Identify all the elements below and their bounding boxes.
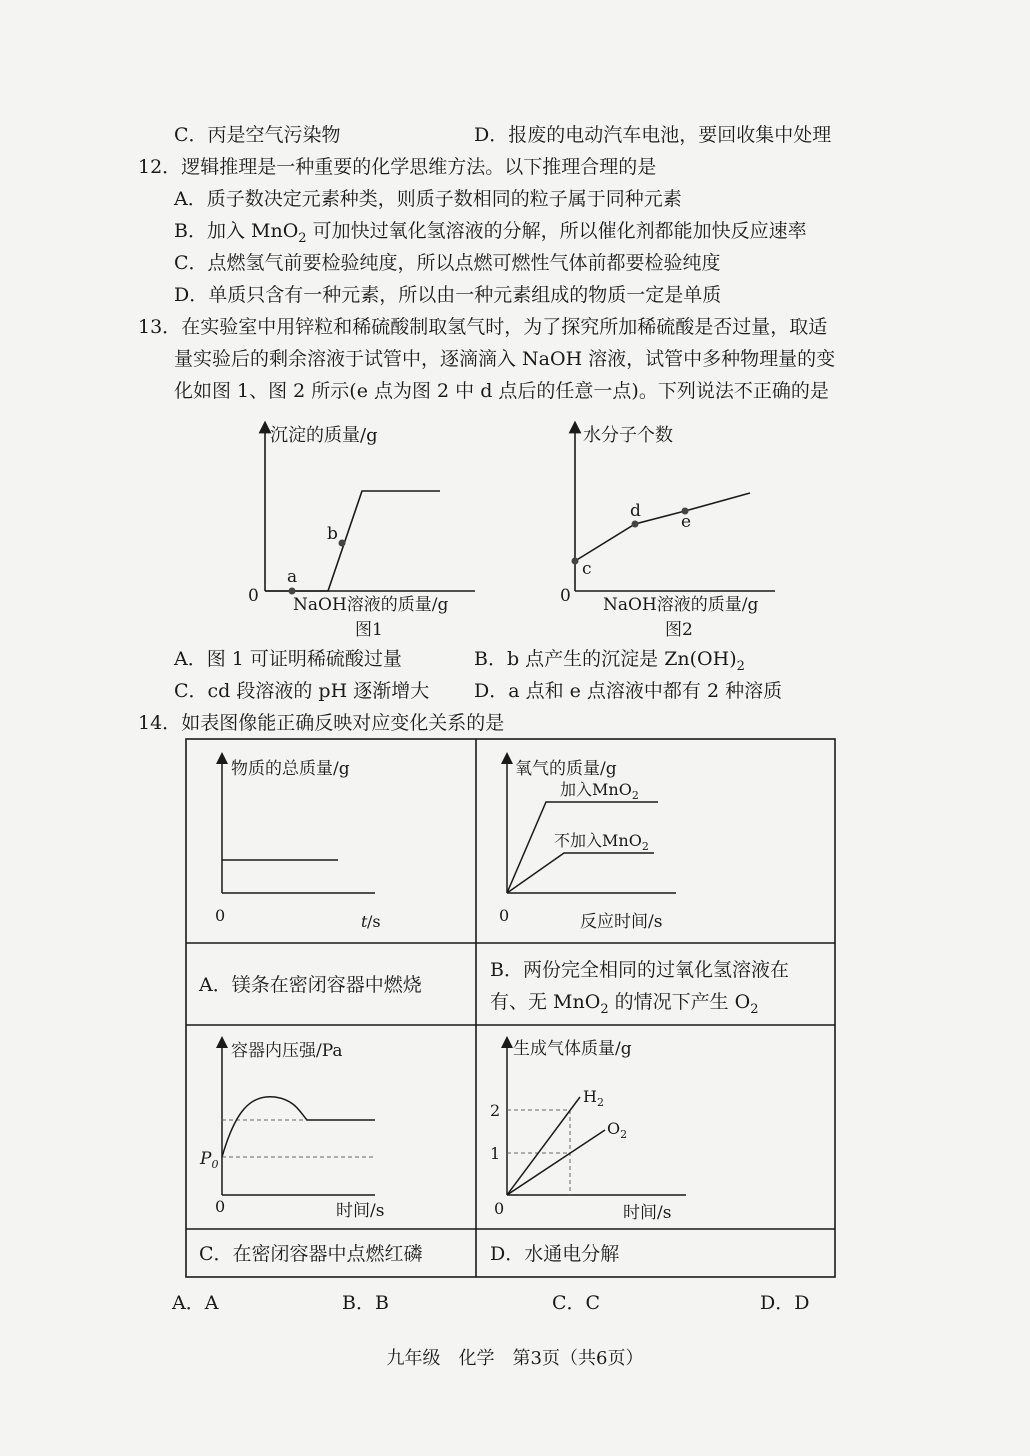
q14-option-b: B．B bbox=[342, 1292, 389, 1314]
q14-option-c: C．C bbox=[552, 1292, 601, 1314]
fig2-caption: 图2 bbox=[665, 620, 693, 640]
q14-caption-b-mid: 的情况下产生 O bbox=[608, 991, 751, 1013]
q12-option-b-sub: 2 bbox=[298, 230, 307, 246]
page-footer: 九年级 化学 第3页（共6页） bbox=[386, 1348, 644, 1369]
q14-graph-c bbox=[195, 1032, 465, 1232]
fig2-ylabel: 水分子个数 bbox=[583, 425, 673, 446]
graphA-origin: 0 bbox=[215, 906, 226, 925]
graphA-xlabel-s: /s bbox=[367, 912, 381, 931]
fig2-curve bbox=[575, 493, 750, 561]
fig2-label-c: c bbox=[582, 559, 592, 579]
q13-option-b-pre: B．b 点产生的沉淀是 Zn(OH) bbox=[474, 648, 737, 670]
fig1-label-b: b bbox=[327, 524, 338, 544]
q14-caption-d: D．水通电分解 bbox=[490, 1243, 620, 1265]
fig2-label-e: e bbox=[681, 512, 692, 532]
graphC-p0-label bbox=[199, 1149, 218, 1171]
q13-figure-2 bbox=[555, 415, 785, 645]
q12-number: 12． bbox=[138, 156, 182, 178]
q14-stem-line bbox=[138, 709, 504, 737]
graphC-curve bbox=[222, 1097, 375, 1157]
graphD-origin: 0 bbox=[494, 1199, 505, 1218]
q12-option-a: A．质子数决定元素种类，则质子数相同的粒子属于同种元素 bbox=[174, 188, 682, 210]
q13-option-b bbox=[474, 645, 745, 681]
graphD-xlabel: 时间/s bbox=[623, 1203, 672, 1223]
fig1-origin: 0 bbox=[248, 586, 259, 606]
q13-figure-1 bbox=[240, 415, 480, 645]
graphD-label-h2-text: H bbox=[583, 1087, 597, 1106]
graphB-label-without bbox=[554, 831, 649, 853]
q14-caption-b-pre: 有、无 MnO bbox=[490, 991, 601, 1013]
fig1-point-b-dot bbox=[339, 540, 346, 547]
q14-number: 14． bbox=[138, 712, 182, 734]
graphB-label-with-sub: 2 bbox=[631, 789, 639, 802]
q14-graph-a bbox=[195, 750, 465, 935]
q14-caption-c: C．在密闭容器中点燃红磷 bbox=[199, 1243, 423, 1265]
graphD-label-o2-text: O bbox=[607, 1119, 621, 1138]
q13-stem2: 量实验后的剩余溶液于试管中，逐滴滴入 NaOH 溶液，试管中多种物理量的变 bbox=[174, 348, 836, 370]
q12-option-c: C．点燃氢气前要检验纯度，所以点燃可燃性气体前都要检验纯度 bbox=[174, 252, 721, 274]
fig1-label-a: a bbox=[287, 567, 298, 587]
graphB-label-without-sub: 2 bbox=[641, 840, 649, 853]
fig2-point-c-dot bbox=[572, 558, 579, 565]
q14-caption-a: A．镁条在密闭容器中燃烧 bbox=[199, 974, 422, 996]
fig1-ylabel: 沉淀的质量/g bbox=[270, 425, 378, 446]
graphD-line-h2 bbox=[507, 1097, 580, 1195]
graphB-origin: 0 bbox=[499, 906, 510, 925]
graphD-tick-1: 1 bbox=[490, 1144, 501, 1163]
q13-option-a: A．图 1 可证明稀硫酸过量 bbox=[174, 648, 402, 670]
graphB-line-without-mno2 bbox=[507, 853, 654, 893]
q14-option-d: D．D bbox=[760, 1292, 810, 1314]
graphD-ylabel: 生成气体质量/g bbox=[513, 1039, 632, 1059]
graphC-xlabel: 时间/s bbox=[336, 1201, 385, 1221]
q12-stem: 逻辑推理是一种重要的化学思维方法。以下推理合理的是 bbox=[181, 156, 657, 178]
graphD-tick-2: 2 bbox=[490, 1101, 501, 1120]
graphB-label-without-text: 不加入MnO bbox=[554, 831, 642, 850]
q13-number: 13． bbox=[138, 316, 182, 338]
graphD-line-o2 bbox=[507, 1130, 605, 1195]
graphC-p0-sub: 0 bbox=[211, 1158, 219, 1171]
q14-caption-b-line2 bbox=[490, 986, 759, 1026]
q14-graph-b bbox=[486, 750, 826, 935]
q11-option-c: C．丙是空气污染物 bbox=[174, 124, 341, 146]
q12-option-b bbox=[174, 217, 807, 253]
q13-stem-line1 bbox=[138, 313, 827, 341]
q14-caption-b-sub1: 2 bbox=[600, 1001, 609, 1017]
graphD-label-h2-sub: 2 bbox=[596, 1096, 604, 1109]
q14-caption-b-line1: B．两份完全相同的过氧化氢溶液在 bbox=[490, 959, 789, 981]
q12-stem-line bbox=[138, 153, 656, 181]
graphC-p0: P bbox=[200, 1149, 212, 1169]
fig1-caption: 图1 bbox=[355, 620, 383, 640]
graphB-label-with-text: 加入MnO bbox=[560, 780, 632, 799]
q13-stem1: 在实验室中用锌粒和稀硫酸制取氢气时，为了探究所加稀硫酸是否过量，取适 bbox=[181, 316, 828, 338]
q14-stem: 如表图像能正确反映对应变化关系的是 bbox=[181, 712, 505, 734]
graphD-label-o2 bbox=[607, 1119, 627, 1141]
q13-option-b-sub: 2 bbox=[736, 658, 745, 674]
graphA-xlabel-t: t bbox=[361, 912, 368, 931]
q12-option-b-post: 可加快过氧化氢溶液的分解，所以催化剂都能加快反应速率 bbox=[306, 220, 807, 242]
fig1-point-a bbox=[289, 588, 296, 595]
q14-option-a: A．A bbox=[172, 1292, 219, 1314]
graphB-xlabel: 反应时间/s bbox=[580, 912, 663, 932]
graphC-ylabel: 容器内压强/Pa bbox=[231, 1041, 343, 1061]
q13-option-c: C．cd 段溶液的 pH 逐渐增大 bbox=[174, 680, 430, 702]
fig2-xlabel: NaOH溶液的质量/g bbox=[603, 595, 759, 615]
q13-stem3: 化如图 1、图 2 所示(e 点为图 2 中 d 点后的任意一点)。下列说法不正确的是 bbox=[174, 380, 829, 402]
graphA-ylabel: 物质的总质量/g bbox=[231, 759, 350, 779]
graphB-label-with bbox=[560, 780, 639, 802]
graphC-origin: 0 bbox=[215, 1197, 226, 1216]
graphD-label-h2 bbox=[583, 1087, 604, 1109]
fig2-point-d-dot bbox=[632, 521, 639, 528]
q14-graph-d bbox=[486, 1032, 826, 1232]
q12-option-d: D．单质只含有一种元素，所以由一种元素组成的物质一定是单质 bbox=[174, 284, 722, 306]
q14-caption-b-sub2: 2 bbox=[750, 1001, 759, 1017]
q11-option-d: D．报废的电动汽车电池，要回收集中处理 bbox=[474, 124, 832, 146]
graphB-ylabel: 氧气的质量/g bbox=[515, 759, 617, 779]
q12-option-b-pre: B．加入 MnO bbox=[174, 220, 299, 242]
fig2-label-d: d bbox=[630, 501, 641, 521]
q13-option-d: D．a 点和 e 点溶液中都有 2 种溶质 bbox=[474, 680, 783, 702]
fig1-xlabel: NaOH溶液的质量/g bbox=[293, 595, 449, 615]
graphD-label-o2-sub: 2 bbox=[620, 1128, 628, 1141]
fig2-origin: 0 bbox=[560, 586, 571, 606]
